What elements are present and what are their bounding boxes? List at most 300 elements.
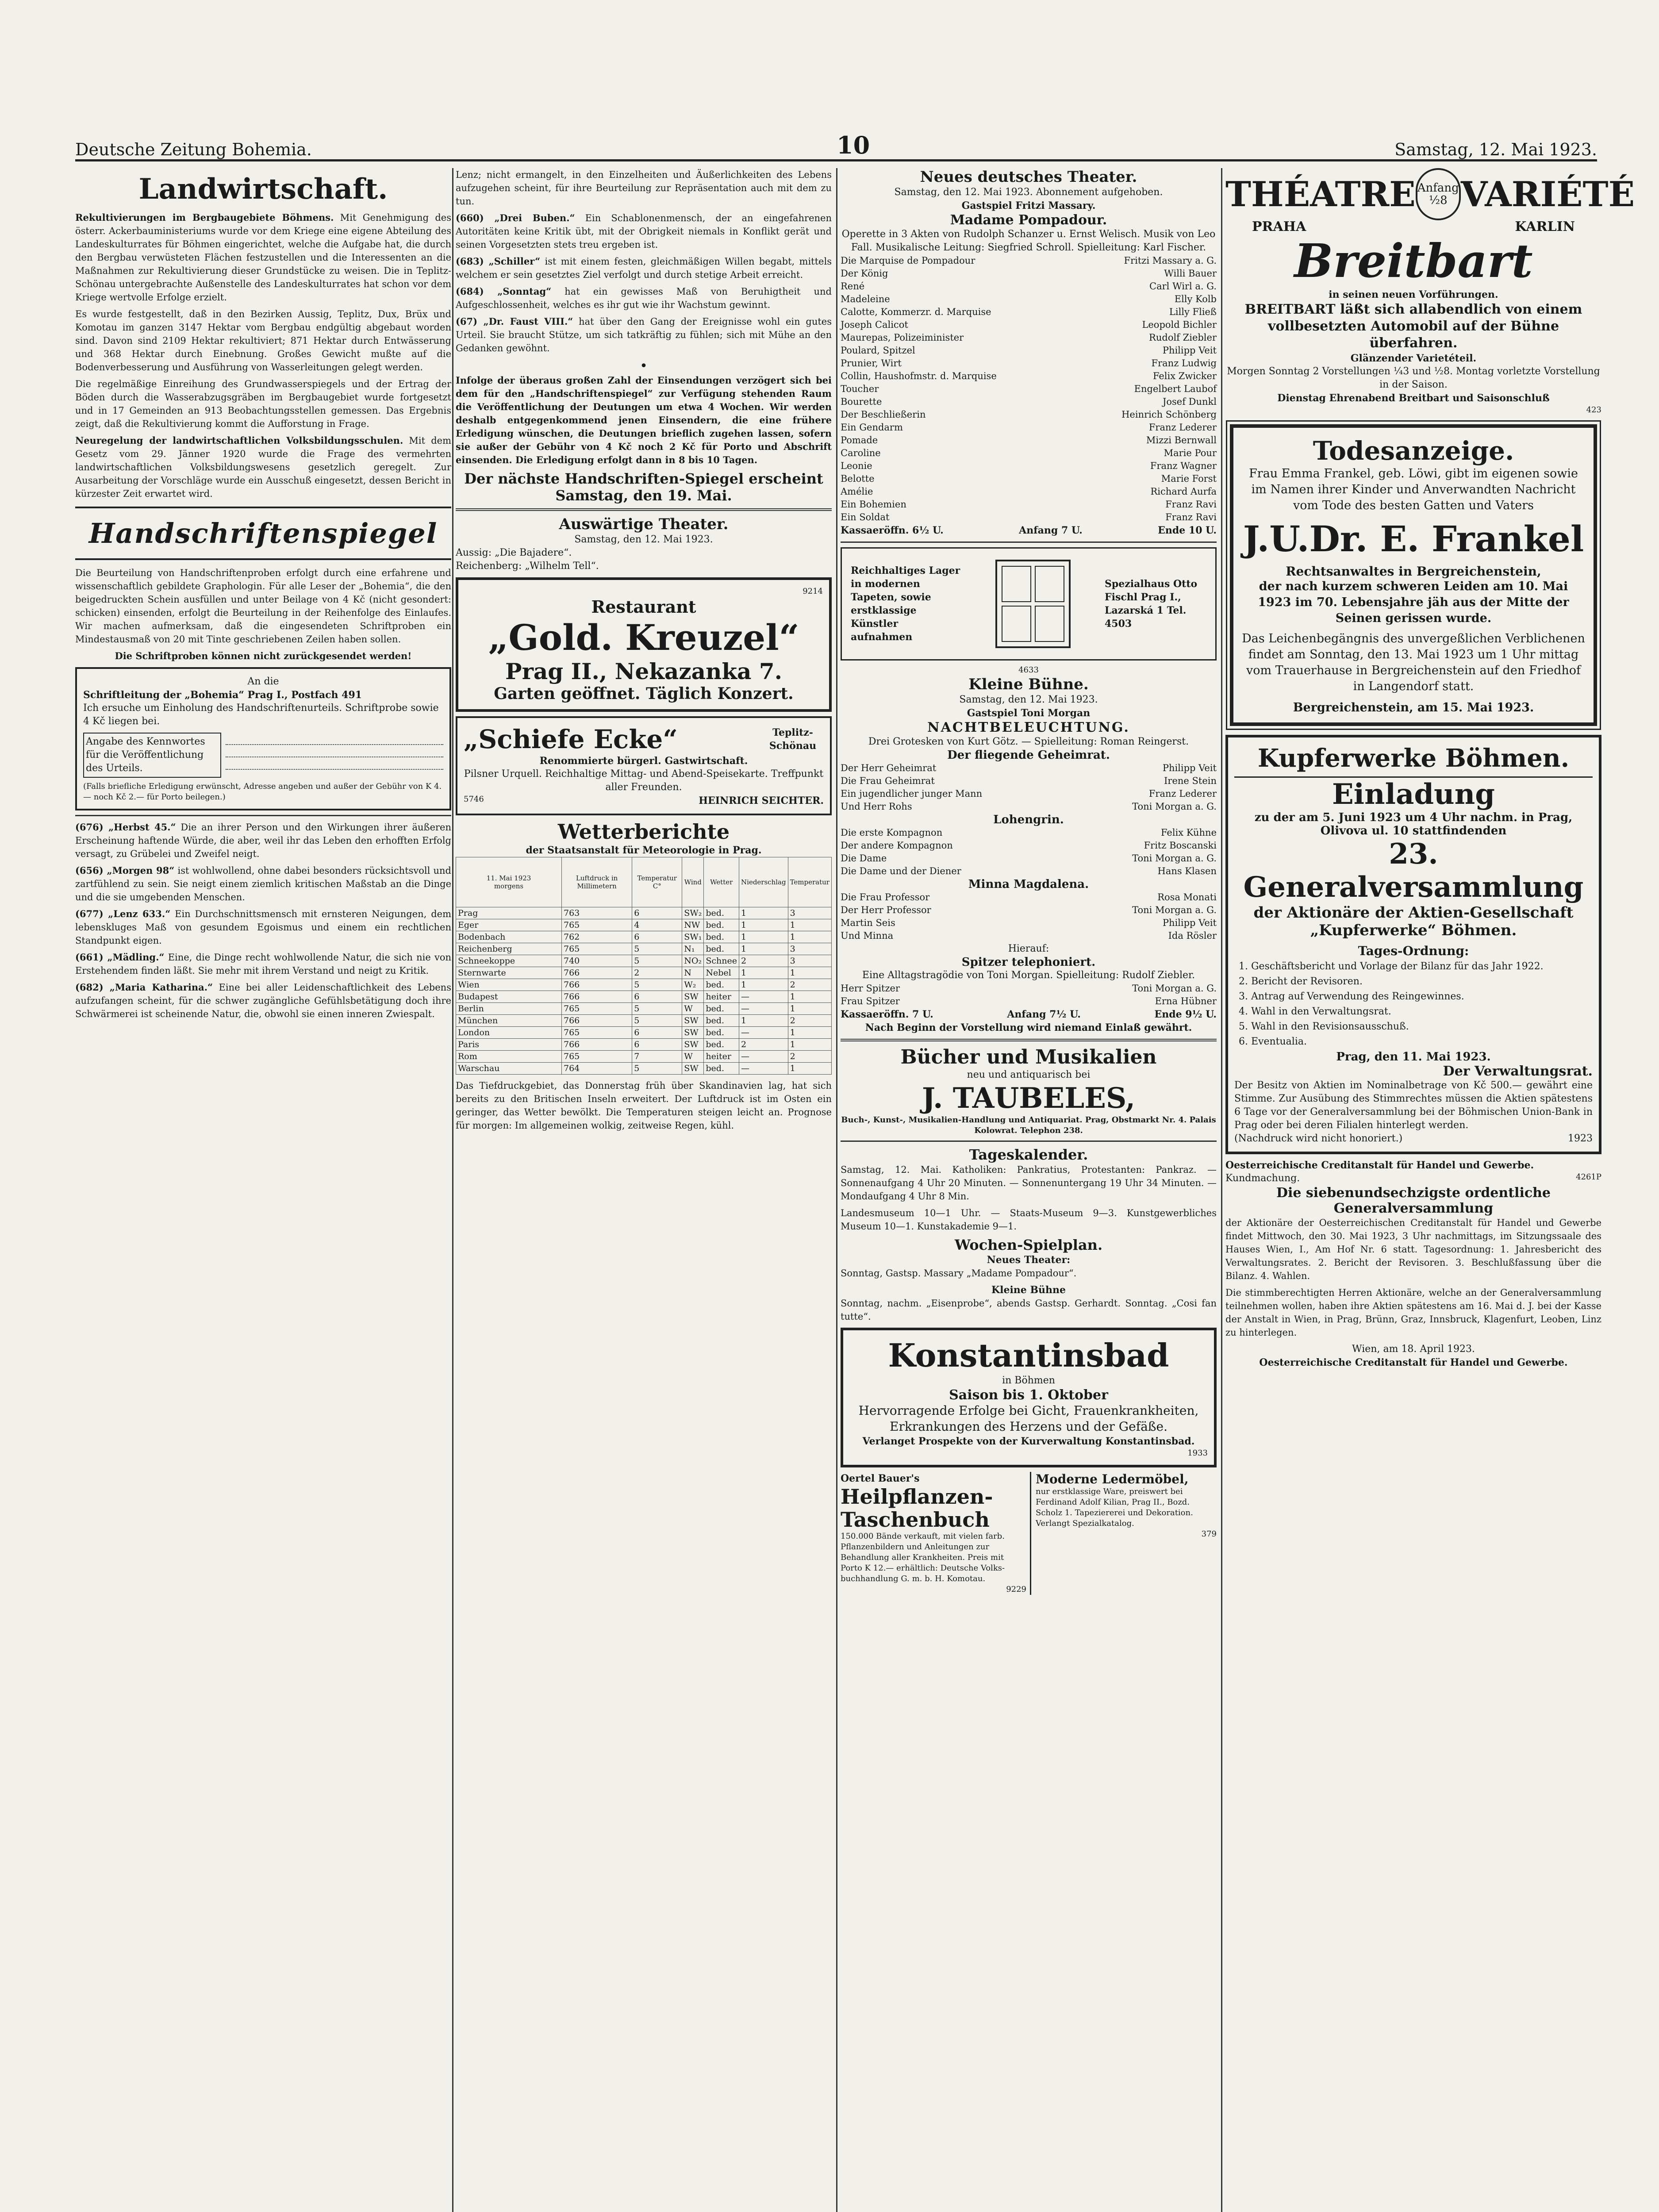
- ad-restaurant-name: „Gold. Kreuzel“: [488, 617, 799, 658]
- weather-cell: 2: [632, 967, 682, 979]
- article-paragraph: Die regelmäßige Einreihung des Grundwasserspiegels und der Ertrag der Böden durch die Wasserabzugsgräben im Bergbaugebiet wurde fortgesetzt und in 17 Gemeinden an 913 Beobachtungsstellen gemessen. Das Ergebnis zeigt, daß die Rekultivierung kommt die Aufforstung in Frage.: [75, 379, 451, 429]
- weekly-sub: Neues Theater:: [987, 1254, 1071, 1266]
- weather-row: [456, 1027, 832, 1039]
- act-title: Minna Magdalena.: [968, 878, 1089, 891]
- ad-bath-text: Hervorragende Erfolge bei Gicht, Frauenkrankheiten, Erkrankungen des Herzens und der Gefäße.: [858, 1403, 1199, 1434]
- theater-line: Reichenberg: „Wilhelm Tell“.: [456, 561, 599, 572]
- article-heading: Rekultivierungen im Bergbaugebiete Böhmens.: [75, 212, 334, 223]
- ad-variete-city: KARLIN: [1515, 219, 1575, 234]
- cast-row: [841, 267, 1217, 280]
- role-name: Leonie: [841, 461, 872, 471]
- cast-row: [841, 800, 1217, 813]
- weather-cell: bed.: [704, 1027, 739, 1039]
- ad-bath-name: Konstantinsbad: [888, 1336, 1169, 1374]
- agenda-item: 2. Bericht der Revisoren.: [1239, 976, 1363, 987]
- role-name: Der andere Kompagnon: [841, 840, 953, 851]
- coupon-request: Ich ersuche um Einholung des Handschriftenurteils. Schriftprobe sowie 4 Kč liegen bei.: [83, 703, 439, 727]
- graphology-note: Die Schriftproben können nicht zurückgesendet werden!: [115, 650, 412, 661]
- weather-cell: 1: [739, 919, 788, 931]
- ad-variete-sub: in seinen neuen Vorführungen.: [1329, 289, 1498, 300]
- ad-fischl-left: Reichhaltiges Lager in modernen Tapeten, sowie erstklassige Künstler aufnahmen: [851, 565, 960, 643]
- meeting-place-date: Prag, den 11. Mai 1923.: [1336, 1050, 1491, 1064]
- actor-name: Willi Bauer: [1164, 268, 1217, 279]
- role-name: Die Marquise de Pompadour: [841, 255, 975, 266]
- submission-notice: Infolge der überaus großen Zahl der Einsendungen verzögert sich bei dem für den „Handschriftenspiegel“ zur Verfügung stehenden Raum die Veröffentlichung der Deutungen um etwa 4 Wochen. Wir werden deshalb entgegenkommend jenen Einsendern, die eine frühere Erledigung wünschen, die Deutungen brieflich zugehen lassen, sofern sie außer der Gebühr von 4 Kč noch 2 Kč für Porto und Abschrift einsenden. Die Erledigung erfolgt dann in 8 bis 10 Tagen.: [456, 375, 832, 465]
- answer-item: [456, 255, 832, 281]
- weather-row: [456, 1003, 832, 1015]
- weather-cell: 5: [632, 943, 682, 955]
- weather-cell: —: [739, 1003, 788, 1015]
- theater-date: Samstag, den 12. Mai 1923. Abonnement aufgehoben.: [894, 187, 1163, 198]
- weather-cell: 762: [562, 931, 632, 943]
- answer-key: (684) „Sonntag“: [456, 286, 552, 297]
- cast-row: Frau Spitzer Erna Hübner: [841, 996, 1217, 1006]
- meeting-note: (Nachdruck wird nicht honoriert.): [1234, 1133, 1403, 1144]
- column-rule: [836, 168, 837, 2212]
- obituary: [1230, 424, 1597, 726]
- cast-row: [841, 904, 1217, 917]
- ad-variete-text2: Glänzender Varietéteil.: [1350, 353, 1477, 364]
- role-name: Und Minna: [841, 930, 894, 941]
- meeting-text1: zu der am 5. Juni 1923 um 4 Uhr nachm. in Prag, Olivova ul. 10 stattfindenden: [1254, 811, 1573, 837]
- ad-books: [841, 1046, 1217, 1136]
- small-theater-guest: Gastspiel Toni Morgan: [967, 707, 1091, 719]
- obituary-footer: Bergreichenstein, am 15. Mai 1923.: [1293, 701, 1534, 714]
- actor-name: Hans Klasen: [1157, 866, 1217, 876]
- graphology-masthead: Handschriftenspiegel: [75, 507, 451, 560]
- cast-row: [841, 344, 1217, 357]
- weather-cell: —: [739, 991, 788, 1003]
- weather-cell: NW: [682, 919, 704, 931]
- credit-title: Die siebenundsechzigste ordentliche Generalversammlung: [1276, 1185, 1551, 1216]
- role-name: Der Beschließerin: [841, 409, 926, 420]
- section-title-foreign-theater: Auswärtige Theater.: [559, 515, 729, 533]
- ad-number: 4261P: [1576, 1172, 1601, 1182]
- answer-text: ist mit einem festen, gleichmäßigen Willen begabt, mittels welchem er sein gesetztes Ziel verfolgt und durch stetige Arbeit erreicht.: [456, 256, 832, 280]
- obituary-text: der nach kurzem schweren Leiden am 10. Mai 1923 im 70. Lebensjahre jäh aus der Mitte der Seinen gerissen wurde.: [1258, 580, 1569, 625]
- actor-name: Ida Rösler: [1168, 930, 1217, 941]
- weather-row: [456, 907, 832, 919]
- cast-row: [841, 280, 1217, 293]
- weather-station: Berlin: [456, 1003, 562, 1015]
- role-name: Madeleine: [841, 294, 890, 304]
- weather-cell: bed.: [704, 931, 739, 943]
- ad-restaurant-label: Restaurant: [591, 597, 696, 617]
- cast-row: [841, 331, 1217, 344]
- ad-number: 1923: [1568, 1133, 1593, 1144]
- cast-row: [841, 396, 1217, 408]
- ad-variete-left: THÉATRE: [1225, 174, 1416, 215]
- column-rule: [452, 168, 453, 2212]
- weekly-text: Sonntag, nachm. „Eisenprobe“, abends Gastsp. Gerhardt. Sonntag. „Cosi fan tutte“.: [841, 1298, 1217, 1322]
- role-name: Joseph Calicot: [841, 319, 908, 330]
- agenda-item: 6. Eventualia.: [1239, 1036, 1307, 1047]
- credit-text2: Die stimmberechtigten Herren Aktionäre, welche an der Generalversammlung teilnehmen wollen, haben ihre Aktien spätestens am 16. Mai d. J. bei der Kasse der Anstalt in Wien, in Prag, Brünn, Graz, Innsbruck, Klagenfurt, Leoben, Linz zu hinterlegen.: [1225, 1287, 1601, 1338]
- ad-variete-text4: Dienstag Ehrenabend Breitbart und Saisonschluß: [1277, 392, 1550, 404]
- weather-cell: N: [682, 967, 704, 979]
- weather-subtitle: der Staatsanstalt für Meteorologie in Prag.: [526, 845, 762, 856]
- weather-cell: SW: [682, 1015, 704, 1027]
- role-name: Bourette: [841, 396, 882, 407]
- weather-cell: 5: [632, 955, 682, 967]
- credit-notice: [1225, 1159, 1601, 1369]
- credit-sign: Oesterreichische Creditanstalt für Handel und Gewerbe.: [1259, 1357, 1568, 1368]
- meeting-text3: Der Besitz von Aktien im Nominalbetrage von Kč 500.— gewährt eine Stimme. Zur Ausübung des Stimmrechtes müssen die Aktien spätestens 6 Tage vor der Generalversammlung bei der Böhmischen Union-Bank in Prag oder bei deren Filialen hinterlegt werden.: [1234, 1080, 1593, 1131]
- weather-date-header: 11. Mai 1923 morgens: [456, 857, 562, 907]
- cast-row: [841, 293, 1217, 306]
- meeting-notice: [1225, 735, 1601, 1154]
- issue-date: Samstag, 12. Mai 1923.: [1394, 140, 1597, 159]
- weather-station: Eger: [456, 919, 562, 931]
- ad-furniture-title: Moderne Ledermöbel,: [1036, 1472, 1189, 1486]
- cast-row: [841, 762, 1217, 775]
- ad-schiefe-ecke: [456, 716, 832, 815]
- weather-row: [456, 991, 832, 1003]
- weather-cell: 765: [562, 1027, 632, 1039]
- acts-list: [841, 749, 1217, 942]
- actor-name: Franz Wagner: [1150, 461, 1217, 471]
- actor-name: Felix Zwicker: [1152, 371, 1217, 381]
- role-name: Maurepas, Polizeiminister: [841, 332, 964, 343]
- coupon-form[interactable]: [75, 667, 451, 810]
- actor-name: Rudolf Ziebler: [1149, 332, 1217, 343]
- ad-ecke-line2: Pilsner Urquell. Reichhaltige Mittag- und Abend-Speisekarte. Treffpunkt aller Freunden.: [464, 768, 824, 793]
- article-paragraph: [75, 211, 451, 304]
- actor-name: Fritz Boscanski: [1144, 840, 1217, 851]
- divider: [75, 815, 451, 816]
- actor-name: Toni Morgan a. G.: [1132, 853, 1217, 864]
- weather-cell: 2: [739, 955, 788, 967]
- weather-cell: 3: [788, 943, 831, 955]
- obituary-text2: Das Leichenbegängnis des unvergeßlichen Verblichenen findet am Sonntag, den 13. Mai 1923 um 1 Uhr mittag vom Trauerhause in Bergreichenstein auf den Friedhof in Langendorf statt.: [1242, 632, 1585, 693]
- answer-text: Eine bei aller Leidenschaftlichkeit des Lebens aufzufangen scheint, für die schwer zugängliche Gefühlsbetätigung doch ihre Schwärmerei ist scheinende Natur, die, obwohl sie einen inneren Zwiespalt.: [75, 982, 451, 1019]
- article-text: Mit Genehmigung des österr. Ackerbauministeriums wurde vor dem Kriege eine eigene Abteilung des Landeskulturrates für Böhmen eingerichtet, welche die Aufgabe hat, die durch den Bergbau verwüsteten Flächen festzustellen und die Interessenten an die Maßnahmen zur Rekultivierung dieser Grundstücke zu weisen. Die in Teplitz-Schönau untergebrachte Außenstelle des Landeskulturrates hat schon vor dem Kriege wertvolle Erfolge erzielt.: [75, 212, 451, 303]
- weather-cell: 6: [632, 907, 682, 919]
- cast-row: [841, 357, 1217, 370]
- ad-books-sub: neu und antiquarisch bei: [967, 1069, 1091, 1080]
- show-time: Anfang 7 U.: [1019, 525, 1083, 536]
- cast-row: [841, 408, 1217, 421]
- weather-col-header: Niederschlag: [739, 857, 788, 907]
- weather-col-header: Temperatur: [788, 857, 831, 907]
- role-name: Die erste Kompagnon: [841, 827, 943, 838]
- ad-herbal-title: Heilpflanzen-Taschenbuch: [841, 1485, 993, 1532]
- column-rule: [1221, 168, 1222, 2212]
- agenda-item: 5. Wahl in den Revisionsausschuß.: [1239, 1021, 1409, 1032]
- article-text: Mit dem Gesetz vom 29. Jänner 1920 wurde die Frage des vermehrten landwirtschaftlichen Volksbildungswesens gesetzlich geregelt. Zur Ausarbeitung der Vorschläge wurde ein Ausschuß eingesetzt, dessen Bericht in kürzester Zeit erwartet wird.: [75, 435, 451, 499]
- weather-cell: 6: [632, 1039, 682, 1051]
- weather-row: [456, 955, 832, 967]
- actor-name: Franz Lederer: [1148, 422, 1217, 433]
- weather-cell: bed.: [704, 1003, 739, 1015]
- weather-cell: 765: [562, 1003, 632, 1015]
- credit-head: Oesterreichische Creditanstalt für Handel und Gewerbe.: [1225, 1160, 1534, 1171]
- actor-name: Franz Ravi: [1165, 512, 1217, 522]
- answer-key: (656) „Morgen 98“: [75, 865, 175, 876]
- ad-variete-right: VARIÉTÉ: [1460, 174, 1635, 215]
- weather-cell: SW₂: [682, 907, 704, 919]
- cast-row: [841, 383, 1217, 396]
- actor-name: Richard Aurfa: [1150, 486, 1217, 497]
- weather-cell: 6: [632, 1027, 682, 1039]
- hierauf-label: Hierauf:: [1008, 943, 1049, 954]
- door-illustration-icon: [995, 560, 1071, 648]
- weather-cell: N₁: [682, 943, 704, 955]
- weather-col-header: Wetter: [704, 857, 739, 907]
- show-times: [841, 1008, 1217, 1021]
- weather-station: München: [456, 1015, 562, 1027]
- actor-name: Felix Kühne: [1160, 827, 1217, 838]
- ad-number: 5746: [464, 795, 484, 804]
- meeting-text2: der Aktionäre der Aktien-Gesellschaft „Kupferwerke“ Böhmen.: [1253, 904, 1574, 939]
- coupon-label: Angabe des Kennwortes für die Veröffentlichung des Urteils.: [83, 733, 221, 778]
- ad-fischl: [841, 547, 1217, 661]
- answer-text: Ein Schablonenmensch, der an eingefahrenen Autoritäten keine Kritik übt, mit der Obrigkeit niemals in Konflikt gerät und seinen Vorgesetzten stets treu ergeben ist.: [456, 213, 832, 250]
- weather-cell: 5: [632, 1015, 682, 1027]
- cast-row: [841, 472, 1217, 485]
- weather-cell: SW: [682, 1063, 704, 1075]
- credit-footer: Wien, am 18. April 1923.: [1352, 1344, 1475, 1355]
- weather-cell: SW₁: [682, 931, 704, 943]
- weather-row: [456, 1063, 832, 1075]
- actor-name: Josef Dunkl: [1162, 396, 1217, 407]
- cast-row: [841, 826, 1217, 839]
- weather-station: Schneekoppe: [456, 955, 562, 967]
- ad-number: 1933: [1187, 1448, 1208, 1458]
- answer-item: [75, 821, 451, 860]
- weather-cell: 765: [562, 943, 632, 955]
- role-name: Ein Gendarm: [841, 422, 903, 433]
- article-paragraph: [75, 434, 451, 500]
- weather-cell: Schnee: [704, 955, 739, 967]
- role-name: Die Dame: [841, 853, 887, 864]
- role-name: Die Frau Geheimrat: [841, 776, 935, 786]
- ad-furniture-text: nur erstklassige Ware, preiswert bei Ferdinand Adolf Kilian, Prag II., Bozd. Scholz 1. Tapeziererei und Dekoration. Verlangt Spezialkatalog.: [1036, 1487, 1193, 1528]
- agenda-item: 1. Geschäftsbericht und Vorlage der Bilanz für das Jahr 1922.: [1239, 961, 1544, 972]
- answer-text: hat ein gewisses Maß von Beruhigtheit und Aufgeschlossenheit, welches es ihr gut wie ihr Wachstum gewinnt.: [456, 286, 832, 310]
- column-2: [456, 168, 832, 2212]
- theater-date: Samstag, den 12. Mai 1923.: [574, 534, 713, 545]
- weather-station: Rom: [456, 1051, 562, 1063]
- weather-cell: 3: [788, 907, 831, 919]
- weather-cell: 1: [739, 979, 788, 991]
- cast-row: Herr Spitzer Toni Morgan a. G.: [841, 983, 1217, 994]
- obituary-role: Rechtsanwaltes in Bergreichenstein,: [1286, 564, 1541, 579]
- play-info: Operette in 3 Akten von Rudolph Schanzer u. Ernst Welisch. Musik von Leo Fall. Musikalische Leitung: Siegfried Schroll. Spielleitung: Karl Fischer.: [841, 229, 1216, 253]
- weather-row: [456, 1015, 832, 1027]
- ad-books-info: Buch-, Kunst-, Musikalien-Handlung und Antiquariat. Prag, Obstmarkt Nr. 4. Palais Kolowrat. Telephon 238.: [841, 1115, 1216, 1135]
- coupon-fill-lines[interactable]: [226, 733, 443, 778]
- weather-cell: SW: [682, 1027, 704, 1039]
- weather-cell: 2: [739, 1039, 788, 1051]
- weather-report-text: Das Tiefdruckgebiet, das Donnerstag früh über Skandinavien lag, hat sich bereits zu den Britischen Inseln erweitert. Der Luftdruck ist im Osten ein geringer, das Wetter bewölkt. Die Temperaturen steigen leicht an. Prognose für morgen: Im allgemeinen wolkig, zeitweise Regen, kühl.: [456, 1080, 832, 1131]
- cast-row: [841, 421, 1217, 434]
- answer-key: (660) „Drei Buben.“: [456, 212, 575, 223]
- divider: [841, 541, 1217, 543]
- weather-row: [456, 979, 832, 991]
- weather-cell: 766: [562, 967, 632, 979]
- answer-continued: Lenz; nicht ermangelt, in den Einzelheiten und Äußerlichkeiten des Lebens aufzugehen scheint, für ihre Beurteilung zur Repräsentation auch mit dem zu tun.: [456, 169, 832, 207]
- theater-line: Aussig: „Die Bajadere“.: [456, 547, 572, 558]
- cast-row: [841, 434, 1217, 447]
- meeting-signed: Der Verwaltungsrat.: [1443, 1064, 1593, 1079]
- act-title: Lohengrin.: [993, 813, 1064, 826]
- ad-number: 9229: [1006, 1585, 1026, 1594]
- actor-name: Marie Forst: [1161, 473, 1217, 484]
- weather-cell: 763: [562, 907, 632, 919]
- credit-kund: Kundmachung.: [1225, 1173, 1300, 1184]
- answer-item: [75, 981, 451, 1021]
- answer-text: Ein Durchschnittsmensch mit ernsteren Neigungen, dem lebenskluges Maß von gesundem Egoismus und einem ein rechtlichen Standpunkt eigen.: [75, 909, 451, 946]
- weather-station: Bodenbach: [456, 931, 562, 943]
- weather-cell: 1: [788, 967, 831, 979]
- weather-row: [456, 919, 832, 931]
- cast-row: [841, 254, 1217, 267]
- weather-cell: 7: [632, 1051, 682, 1063]
- weather-cell: bed.: [704, 979, 739, 991]
- weather-table: [456, 857, 832, 1075]
- weather-col-header: Temperatur C°: [632, 857, 682, 907]
- cast-row: [841, 917, 1217, 929]
- weather-cell: 766: [562, 979, 632, 991]
- ad-ecke-owner: HEINRICH SEICHTER.: [699, 795, 824, 806]
- weather-cell: NO₂: [682, 955, 704, 967]
- role-name: Und Herr Rohs: [841, 801, 912, 812]
- weather-cell: 5: [632, 1003, 682, 1015]
- actor-name: Carl Wirl a. G.: [1149, 281, 1217, 292]
- spitzer-info: Eine Alltagstragödie von Toni Morgan. Spielleitung: Rudolf Ziebler.: [862, 970, 1195, 981]
- weather-cell: 6: [632, 931, 682, 943]
- ad-books-name: J. TAUBELES,: [922, 1082, 1136, 1115]
- ad-herbal-text: 150.000 Bände verkauft, mit vielen farb. Pflanzenbildern und Anleitungen zur Behandlung aller Krankheiten. Preis mit Porto K 12.— erhältlich: Deutsche Volks-buchhandlung G. m. b. H. Komotau.: [841, 1532, 1005, 1583]
- weather-cell: 766: [562, 991, 632, 1003]
- ad-herbal-book: [841, 1472, 1031, 1595]
- weather-cell: 1: [788, 1039, 831, 1051]
- credit-text: der Aktionäre der Oesterreichischen Creditanstalt für Handel und Gewerbe findet Mittwoch, den 30. Mai 1923, 3 Uhr nachmittags, im Sitzungssaale des Hauses Wien, I., Am Hof Nr. 6 statt. Tagesordnung: 1. Jahresbericht des Verwaltungsrates. 2. Bericht der Revisoren. 3. Beschlußfassung über die Bilanz. 4. Wahlen.: [1225, 1217, 1601, 1281]
- ad-ecke-name: „Schiefe Ecke“: [464, 724, 678, 754]
- weather-cell: heiter: [704, 991, 739, 1003]
- weather-cell: 1: [788, 991, 831, 1003]
- weather-station: Budapest: [456, 991, 562, 1003]
- role-name: Collin, Haushofmstr. d. Marquise: [841, 371, 997, 381]
- weather-cell: bed.: [704, 907, 739, 919]
- weather-cell: —: [739, 1051, 788, 1063]
- agenda-title: Tages-Ordnung:: [1358, 944, 1469, 958]
- ad-variete-text1: BREITBART läßt sich allabendlich von einem vollbesetzten Automobil auf der Bühne überfahren.: [1244, 302, 1582, 351]
- weather-station: London: [456, 1027, 562, 1039]
- actor-name: Franz Lederer: [1148, 788, 1217, 799]
- role-name: Pomade: [841, 435, 878, 445]
- spitzer-title: Spitzer telephoniert.: [961, 956, 1096, 969]
- role-name: Der Herr Professor: [841, 905, 931, 915]
- divider: [841, 1039, 1217, 1041]
- weather-cell: 1: [788, 1003, 831, 1015]
- bullet-ornament: •: [640, 358, 648, 374]
- column-3: [841, 168, 1217, 2212]
- cast-row: [841, 839, 1217, 852]
- show-time: Anfang 7½ U.: [1007, 1009, 1081, 1020]
- actor-name: Engelbert Laubof: [1134, 384, 1217, 394]
- role-name: Ein Soldat: [841, 512, 890, 522]
- obituary-title: Todesanzeige.: [1313, 436, 1514, 466]
- weather-cell: W₂: [682, 979, 704, 991]
- cast-row: [841, 485, 1217, 498]
- actor-name: Toni Morgan a. G.: [1132, 801, 1217, 812]
- weather-cell: 5: [632, 1063, 682, 1075]
- weekly-sub: Kleine Bühne: [991, 1284, 1066, 1296]
- weather-row: [456, 943, 832, 955]
- actor-name: Franz Ludwig: [1151, 358, 1217, 369]
- weather-cell: 3: [788, 955, 831, 967]
- ad-variete-city: PRAHA: [1252, 219, 1306, 234]
- calendar-text: Samstag, 12. Mai. Katholiken: Pankratius, Protestanten: Pankraz. — Sonnenaufgang 4 Uhr 20 Minuten. — Sonnenuntergang 19 Uhr 34 Minuten. — Mondaufgang 4 Uhr 8 Min.: [841, 1164, 1217, 1202]
- weather-cell: 1: [739, 1015, 788, 1027]
- ad-fischl-right: Spezialhaus Otto Fischl Prag I., Lazarská 1 Tel. 4503: [1105, 578, 1198, 630]
- weather-cell: SW: [682, 991, 704, 1003]
- answer-key: (683) „Schiller“: [456, 256, 541, 267]
- cast-row: [841, 891, 1217, 904]
- coupon-footer: (Falls briefliche Erledigung erwünscht, Adresse angeben und außer der Gebühr von K 4.— noch Kč 2.— für Porto beilegen.): [83, 782, 442, 802]
- weather-row: [456, 931, 832, 943]
- coupon-address: Schriftleitung der „Bohemia“ Prag I., Postfach 491: [83, 689, 362, 701]
- actor-name: Fritzi Massary a. G.: [1124, 255, 1217, 266]
- ad-bath-sub: in Böhmen: [1002, 1375, 1055, 1386]
- weather-cell: 765: [562, 1051, 632, 1063]
- ad-restaurant: [456, 577, 832, 712]
- weather-row: [456, 967, 832, 979]
- weather-cell: 766: [562, 1015, 632, 1027]
- actor-name: Mizzi Bernwall: [1146, 435, 1217, 445]
- ad-variete-text3: Morgen Sonntag 2 Vorstellungen ¼3 und ½8. Montag vorletzte Vorstellung in der Saison.: [1227, 366, 1600, 390]
- play-title: Madame Pompadour.: [950, 212, 1107, 228]
- answer-key: (661) „Mädling.“: [75, 952, 165, 963]
- actor-name: Philipp Veit: [1162, 345, 1217, 356]
- answer-key: (677) „Lenz 633.“: [75, 908, 171, 919]
- show-time: Ende 9½ U.: [1154, 1009, 1217, 1020]
- weather-cell: 6: [632, 991, 682, 1003]
- graphology-intro: Die Beurteilung von Handschriftenproben erfolgt durch eine erfahrene und wissenschaftlich gebildete Graphologin. Für alle Leser der „Bohemia“, die den beigedruckten Schein ausfüllen und unter Beilage von 4 Kč (nicht gesondert: schicken) einsenden, erfolgt die Beurteilung in der Reihenfolge des Einlaufes. Wir machen aufmerksam, daß die eingesendeten Schriftproben ein Mindestausmaß von 20 mit Tinte geschriebenen Zeilen haben sollen.: [75, 568, 451, 645]
- answer-text: Eine, die Dinge recht wohlwollende Natur, die sich nie von Erstehendem finden läßt. Sie mehr mit ihrem Verstand und neigt zu Kritik.: [75, 952, 452, 976]
- agenda-item: 4. Wahl in den Verwaltungsrat.: [1239, 1006, 1391, 1017]
- column-4: [1225, 168, 1635, 2212]
- ad-number: 4633: [1018, 665, 1039, 675]
- cast-row: [841, 929, 1217, 942]
- weather-cell: W: [682, 1003, 704, 1015]
- meeting-title: Einladung: [1332, 778, 1495, 811]
- cast-list: [841, 254, 1217, 524]
- obituary-intro: Frau Emma Frankel, geb. Löwi, gibt im eigenen sowie im Namen ihrer Kinder und Anverwandten Nachricht vom Tode des besten Gatten und Vaters: [1249, 467, 1578, 512]
- cast-row: [841, 865, 1217, 878]
- weekly-text: Sonntag, Gastsp. Massary „Madame Pompadour“.: [841, 1268, 1077, 1279]
- small-theater-date: Samstag, den 12. Mai 1923.: [959, 694, 1098, 705]
- weather-title: Wetterberichte: [557, 820, 730, 844]
- answer-text: ist wohlwollend, ohne dabei besonders rücksichtsvoll und zartfühlend zu sein. Sie neigt einem ziemlich kritischen Maßstab an die Dinge und die sie umgebenden Menschen.: [75, 865, 451, 902]
- weather-cell: 1: [739, 907, 788, 919]
- weather-cell: 1: [739, 943, 788, 955]
- ad-herbal-line1: Oertel Bauer's: [841, 1473, 920, 1484]
- weather-cell: 1: [788, 919, 831, 931]
- actor-name: Heinrich Schönberg: [1121, 409, 1217, 420]
- ad-restaurant-tagline: Garten geöffnet. Täglich Konzert.: [494, 684, 794, 703]
- answer-key: (682) „Maria Katharina.“: [75, 982, 213, 993]
- answer-item: [456, 315, 832, 355]
- role-name: Martin Seis: [841, 918, 895, 928]
- role-name: Belotte: [841, 473, 875, 484]
- column-1: [75, 168, 451, 2212]
- small-play-info: Drei Grotesken von Kurt Götz. — Spielleitung: Roman Reingerst.: [868, 736, 1189, 747]
- cast-row: [841, 319, 1217, 331]
- act-title: Der fliegende Geheimrat.: [947, 749, 1110, 762]
